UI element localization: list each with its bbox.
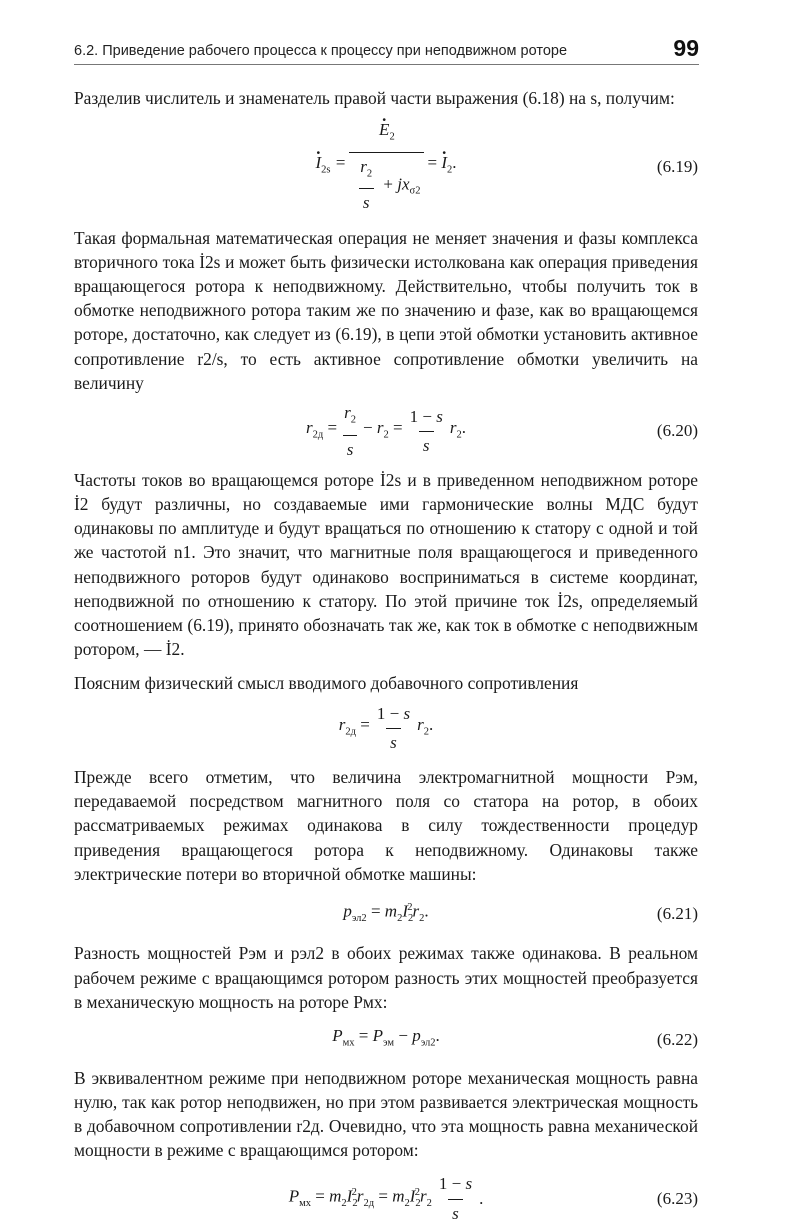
equation-6-22: $P_{мх} = P_{эм} - p_{эл2}$. (6.22) <box>74 1024 698 1056</box>
equation-number: (6.22) <box>656 1029 698 1049</box>
equation-6-23: $P_{мх} = m_2I_2^2r_{2д} = m_2I_2^2r_2$ $\frac{1 - s}{s}$ . (6.23) <box>74 1172 698 1225</box>
equation-number: (6.19) <box>656 156 698 176</box>
equation-number: (6.21) <box>656 903 698 923</box>
paragraph-1: Разделив числитель и знаменатель правой части выражения (6.18) на s, получим: <box>74 88 675 108</box>
running-head: 6.2. Приведение рабочего процесса к процессу при неподвижном роторе <box>74 43 568 59</box>
equation-6-21: $p_{эл2} = m_2I_2^2r_2$. (6.21) <box>343 901 698 925</box>
equation-number: (6.23) <box>656 1188 698 1208</box>
page-body <box>74 86 698 1232</box>
paragraph-6: Разность мощностей Pэм и pэл2 в обоих режимах также одинакова. В реальном рабочем режиме с вращающимся ротором разность этих мощностей преобразуется в механическую мощность на роторе Pмх: <box>74 943 698 1012</box>
equation-6-19: · $I_{2s}$ = · $E_2$ $\frac{r_2}{s}$ + $jx_{\sigma 2}$ = · $I_2$. (6.19) <box>74 118 698 215</box>
paragraph-4: Поясним физический смысл вводимого добавочного сопротивления <box>74 673 579 694</box>
equation-unnumbered: $r_{2д}$ = $\frac{1 - s}{s}$ $r_2$. <box>74 702 698 755</box>
paragraph-2: Такая формальная математическая операция не меняет значения и фазы комплекса вторичного тока İ2s и может быть физически истолкована как операция приведения вращающегося ротора к неподвижному. Действительно, чтобы получить ток в обмотке неподвижного ротора таким же по значению и фазе, как во вращающемся роторе, достаточно, как следует из (6.19), в цепи этой обмотки установить активное сопротивление r2/s, то есть активное сопротивление обмотки увеличить на величину <box>74 227 698 393</box>
paragraph-5: Прежде всего отметим, что величина электромагнитной мощности Pэм, передаваемой посредством магнитного поля со статора на ротор, в обоих рассматриваемых режимах одинакова в силу тождественности процедур приведения вращающегося ротора к неподвижному. Одинаковы также электрические потери во вторичной обмотке машины: <box>74 767 698 884</box>
equation-number: (6.20) <box>656 421 698 441</box>
paragraph-3: Частоты токов во вращающемся роторе İ2s и в приведенном неподвижном роторе İ2 будут различны, но создаваемые ими гармонические волны МДС будут одинаковы по амплитуде и будут вращаться по отношению к статору с одной и той же частотой n1. Это значит, что магнитные поля вращающегося и приведенного неподвижного роторов будут одинаково восприниматься в системе координат, неподвижной по отношению к статору. По этой причине ток İ2s, определяемый соотношением (6.19), принято обозначать так же, как ток в обмотке с неподвижным ротором, — İ2. <box>74 469 698 660</box>
paragraph-7: В эквивалентном режиме при неподвижном роторе механическая мощность равна нулю, так как ротор неподвижен, но при этом развивается электрическая мощность в добавочном сопротивлении r2д. Очевидно, что эта мощность равна механической мощности в режиме с вращающимся ротором: <box>74 1067 698 1161</box>
page-number: 99 <box>673 35 699 61</box>
page-header <box>74 35 699 65</box>
equation-6-20: $r_{2д}$ = $\frac{r_2}{s}$ − $r_2$ = $\frac{1 - s}{s}$ $r_2$. (6.20) <box>74 401 698 462</box>
